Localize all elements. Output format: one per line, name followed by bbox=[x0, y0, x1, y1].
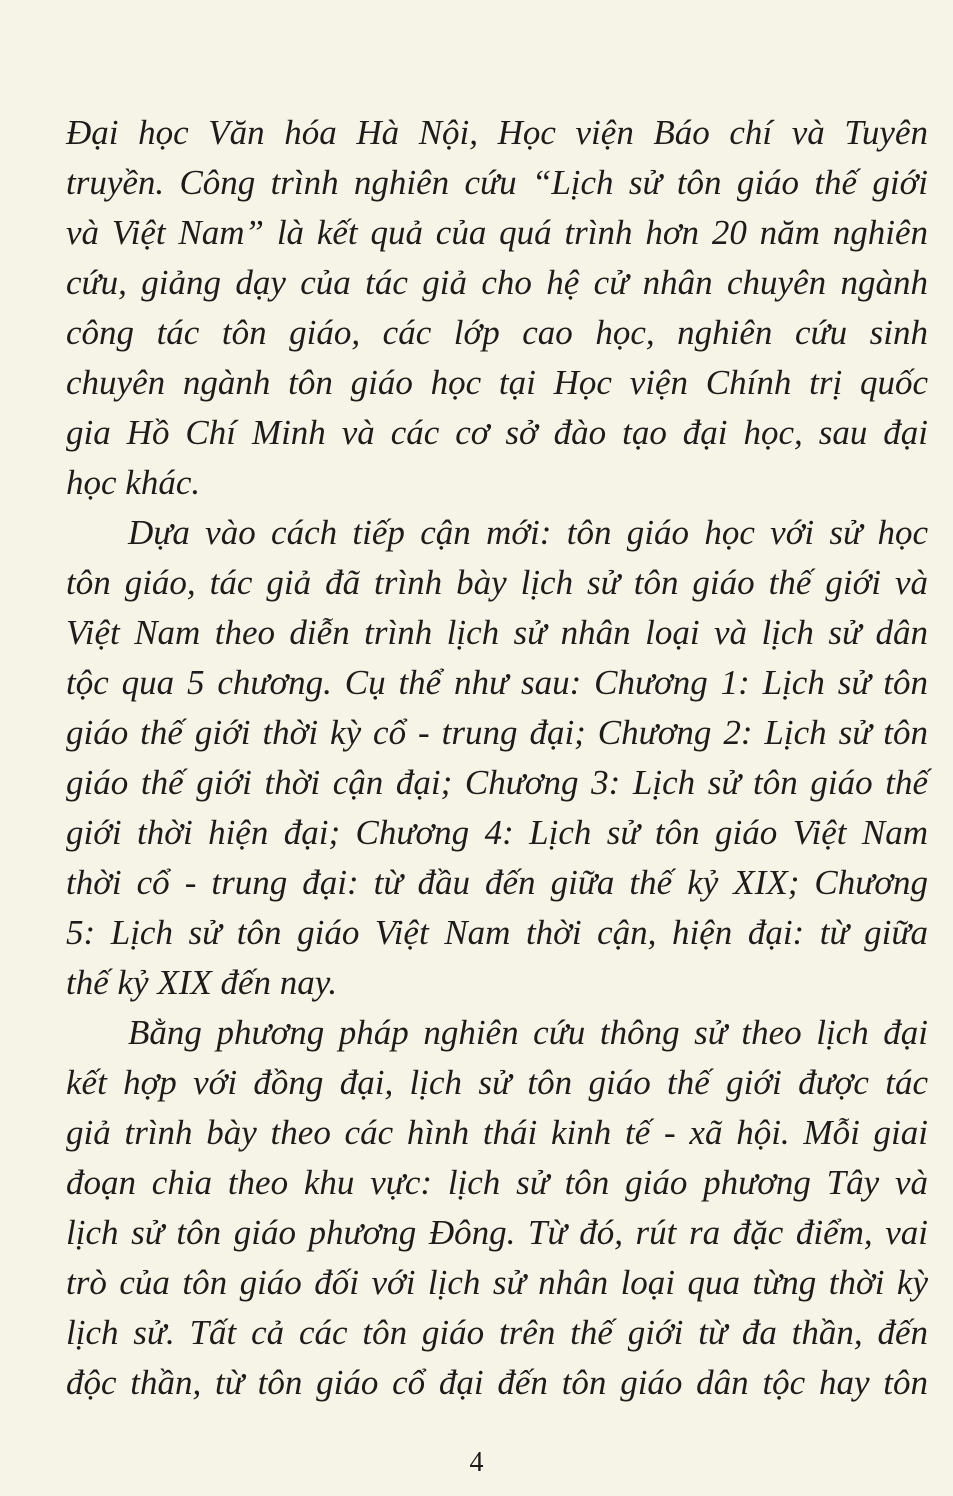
text-line: lịch sử tôn giáo phương Đông. Từ đó, rút ra đặc điểm, vai bbox=[66, 1213, 928, 1252]
text-line: độc thần, từ tôn giáo cổ đại đến tôn giáo dân tộc hay tôn bbox=[66, 1363, 928, 1402]
text-line: và Việt Nam” là kết quả của quá trình hơn 20 năm nghiên bbox=[66, 213, 928, 252]
text-line: đoạn chia theo khu vực: lịch sử tôn giáo phương Tây và bbox=[66, 1163, 928, 1202]
text-line: 5: Lịch sử tôn giáo Việt Nam thời cận, hiện đại: từ giữa bbox=[66, 913, 928, 952]
text-line: kết hợp với đồng đại, lịch sử tôn giáo thế giới được tác bbox=[66, 1063, 928, 1102]
text-line: tộc qua 5 chương. Cụ thể như sau: Chương 1: Lịch sử tôn bbox=[66, 663, 928, 702]
text-line: lịch sử. Tất cả các tôn giáo trên thế giới từ đa thần, đến bbox=[66, 1313, 928, 1352]
text-line: truyền. Công trình nghiên cứu “Lịch sử tôn giáo thế giới bbox=[66, 163, 928, 202]
text-line: gia Hồ Chí Minh và các cơ sở đào tạo đại học, sau đại bbox=[66, 413, 928, 452]
text-line: giáo thế giới thời kỳ cổ - trung đại; Chương 2: Lịch sử tôn bbox=[66, 713, 928, 752]
text-line: giả trình bày theo các hình thái kinh tế - xã hội. Mỗi giai bbox=[66, 1113, 928, 1152]
text-line: thời cổ - trung đại: từ đầu đến giữa thế kỷ XIX; Chương bbox=[66, 863, 928, 902]
text-line: Bằng phương pháp nghiên cứu thông sử theo lịch đại bbox=[128, 1013, 928, 1052]
text-line: chuyên ngành tôn giáo học tại Học viện Chính trị quốc bbox=[66, 363, 928, 402]
text-line: trò của tôn giáo đối với lịch sử nhân loại qua từng thời kỳ bbox=[66, 1263, 928, 1302]
text-line: Việt Nam theo diễn trình lịch sử nhân loại và lịch sử dân bbox=[66, 613, 928, 652]
text-line: Dựa vào cách tiếp cận mới: tôn giáo học với sử học bbox=[128, 513, 928, 552]
text-line: học khác. bbox=[66, 463, 201, 502]
text-line: thế kỷ XIX đến nay. bbox=[66, 963, 338, 1002]
text-line: Đại học Văn hóa Hà Nội, Học viện Báo chí và Tuyên bbox=[66, 113, 928, 152]
page-number: 4 bbox=[469, 1447, 484, 1478]
text-line: giáo thế giới thời cận đại; Chương 3: Lịch sử tôn giáo thế bbox=[66, 763, 928, 802]
text-line: tôn giáo, tác giả đã trình bày lịch sử tôn giáo thế giới và bbox=[66, 563, 928, 602]
text-line: công tác tôn giáo, các lớp cao học, nghiên cứu sinh bbox=[66, 313, 928, 352]
text-line: cứu, giảng dạy của tác giả cho hệ cử nhân chuyên ngành bbox=[66, 263, 928, 302]
text-line: giới thời hiện đại; Chương 4: Lịch sử tôn giáo Việt Nam bbox=[66, 813, 928, 852]
